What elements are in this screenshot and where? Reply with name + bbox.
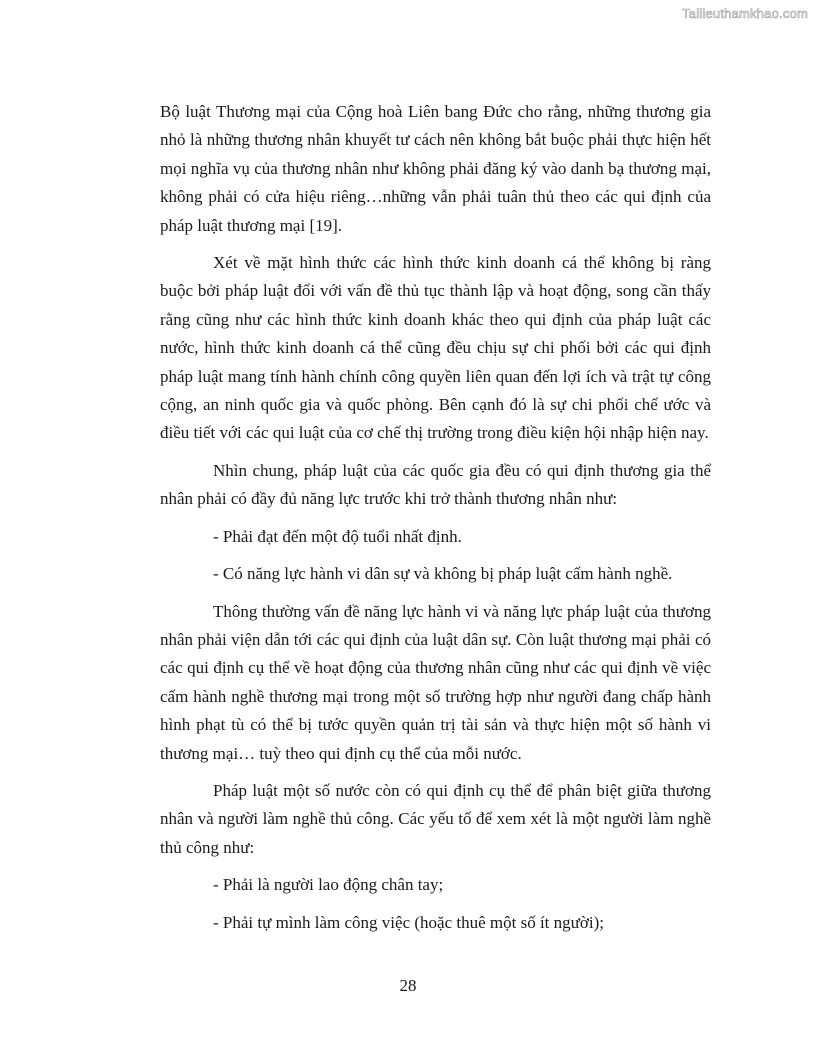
list-item: - Phải tự mình làm công việc (hoặc thuê một số ít người);	[213, 912, 604, 932]
paragraph: Bộ luật Thương mại của Cộng hoà Liên bang Đức cho rằng, những thương gia nhỏ là những thương nhân khuyết tư cách nên không bắt buộc phải thực hiện hết mọi nghĩa vụ của thương nhân như không phải đăng ký vào danh bạ thương mại, không phải có cửa hiệu riêng…những vẫn phải tuân thủ theo các qui định của pháp luật thương mại [19].	[160, 102, 711, 235]
document-body	[160, 98, 711, 946]
paragraph: Pháp luật một số nước còn có qui định cụ thể để phân biệt giữa thương nhân và người làm nghề thủ công. Các yếu tố để xem xét là một người làm nghề thủ công như:	[160, 780, 711, 857]
list-item: - Phải đạt đến một độ tuổi nhất định.	[213, 526, 462, 546]
paragraph: Xét về mặt hình thức các hình thức kinh doanh cá thể không bị ràng buộc bởi pháp luật đối với vấn đề thủ tục thành lập và hoạt động, song cần thấy rằng cũng như các hình thức kinh doanh khác theo qui định của pháp luật các nước, hình thức kinh doanh cá thể cũng đều chịu sự chi phối bởi các qui định pháp luật mang tính hành chính công quyền liên quan đến lợi ích và trật tự công cộng, an ninh quốc gia và quốc phòng. Bên cạnh đó là sự chi phối chế ước và điều tiết với các qui luật của cơ chế thị trường trong điều kiện hội nhập hiện nay.	[160, 253, 711, 443]
list-item: - Phải là người lao động chân tay;	[213, 875, 444, 895]
list-item: - Có năng lực hành vi dân sự và không bị pháp luật cấm hành nghề.	[213, 564, 673, 584]
page-number: 28	[399, 976, 417, 995]
paragraph: Nhìn chung, pháp luật của các quốc gia đều có qui định thương gia thể nhân phải có đầy đủ năng lực trước khi trở thành thương nhân như:	[160, 460, 711, 509]
paragraph: Thông thường vấn đề năng lực hành vi và năng lực pháp luật của thương nhân phải viện dẫn tới các qui định của luật dân sự. Còn luật thương mại phải có các qui định cụ thể về hoạt động của thương nhân cũng như các qui định về việc cấm hành nghề thương mại trong một số trường hợp như người đang chấp hành hình phạt tù có thể bị tước quyền quản trị tài sản và thực hiện một số hành vi thương mại… tuỳ theo qui định cụ thể của mỗi nước.	[160, 601, 711, 763]
watermark: Tailieuthamkhao.com	[682, 6, 808, 21]
